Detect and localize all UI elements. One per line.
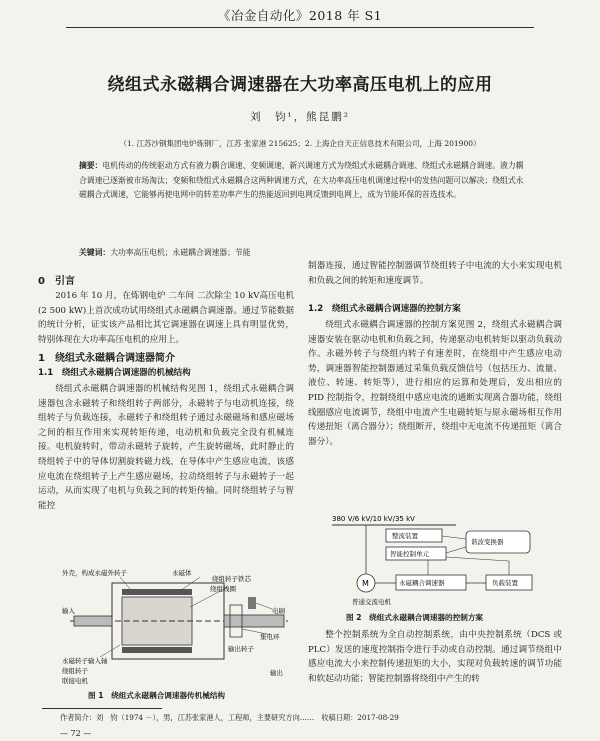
intro-text: 2016 年 10 月，在炼钢电炉 二车间 二次除尘 10 kV高压电机(2 500 kW)上首次成功试用绕组式永磁耦合调速器。通过节能数据的统计分析，证实该产品相比其它调速器在调速上具有明显优势，特别体现在大功率高压电机的应用上。 bbox=[38, 291, 294, 345]
author-bio-footnote: 作者简介：刘 钧（1974 －），男，江苏张家港人，工程师，主要研究方向…… 收稿日期：2017-08-29 bbox=[60, 713, 399, 722]
control-link-text: 制器连接，通过智能控制器调节绕组转子中电流的大小来实现电机和负载之间的转矩和速度调节。 bbox=[308, 261, 562, 286]
keywords-text: 大功率高压电机；永磁耦合调速器；节能 bbox=[110, 248, 251, 257]
control-text: 绕组式永磁耦合调速器的控制方案见图 2，绕组式永磁耦合调速器安装在驱动电机和负载之间，传递驱动电机转矩以驱动负载动作。永磁外转子与绕组内转子有速差时，在绕组中产生感应电动势，调速器智能控制器通过采集负载反馈信号（包括压力、流量、液位、转速、转矩等），进行相应的运算和处理后，发出相应的 PID 控制指令，控制绕组中感应电流的通断实现离合器功能，绕组线圈感应电流调节，绕组中电流产生电磁转矩与原永磁场相互作用传递扭矩（离合器分）；绕组断开，绕组中无电流不传递扭矩（离合器分）。 bbox=[308, 320, 562, 447]
keywords bbox=[79, 246, 530, 260]
abstract bbox=[79, 159, 530, 203]
fig2-label-voltage: 380 V/6 kV/10 kV/35 kV bbox=[332, 515, 415, 523]
output-shaft bbox=[224, 615, 284, 627]
fig1-label-brush: 电刷 bbox=[272, 607, 285, 615]
abstract-text: 电机传动的传统驱动方式有液力耦合调速、变频调速，新兴调速方式为绕组式永磁耦合调速、绕组式永磁耦合调速。液力耦合调速已逐渐被市场淘汰；变频和绕组式永磁耦合这两种调速方式，在大功率高压电机调速过程中的发热问题可以解决；绕组式永磁耦合式调速，它能够再使电网中的转差功率产生的热能返回到电网反馈到电网上，成为节能环保的首选技术。 bbox=[79, 161, 524, 199]
magnet-bottom bbox=[122, 647, 192, 653]
article-title: 绕组式永磁耦合调速器在大功率高压电机上的应用 bbox=[107, 75, 493, 95]
section-heading-intro: 0 引言 bbox=[38, 276, 75, 287]
system-paragraph bbox=[308, 628, 562, 686]
header-rule bbox=[66, 27, 534, 28]
system-text: 整个控制系统为全自动控制系统，由中央控制系统（DCS 或 PLC）发送的速度控制指令进行手动或自动控制。通过调节绕组中感应电流大小来控制传递扭矩的大小，实现对负载转速的调节功能和软起动功能；智能控制器将绕组中产生的转 bbox=[308, 630, 562, 684]
fig1-label-slip-ring: 集电环 bbox=[260, 633, 280, 641]
fig1-label-coil: 绕组线圈 bbox=[210, 585, 236, 593]
abstract-label: 摘要： bbox=[79, 161, 103, 170]
brush bbox=[248, 597, 256, 609]
fig2-box-harmonic-label: 谐波变换器 bbox=[471, 538, 504, 546]
figure-2-caption: 图 2 绕组式永磁耦合调速器的控制方案 bbox=[346, 613, 484, 622]
keywords-label: 关键词： bbox=[79, 248, 111, 257]
page-number: — 72 — bbox=[60, 729, 92, 738]
fig2-box-controller-label: 智能控制单元 bbox=[390, 550, 429, 558]
footnote-rule bbox=[42, 708, 162, 709]
fig2-label-motor: 普通交流电机 bbox=[352, 598, 391, 606]
running-header: 《冶金自动化》2018 年 S1 bbox=[217, 8, 383, 23]
fig2-box-load-label: 负载装置 bbox=[492, 579, 518, 587]
fig1-label-magnet: 永磁体 bbox=[172, 569, 192, 577]
affiliations: （1. 江苏沙钢集团电炉炼钢厂，江苏 张家港 215625；2. 上海企自天正信息技术有限公司，上海 201900） bbox=[119, 139, 481, 148]
fig2-box-coupler-label: 永磁耦合调速器 bbox=[399, 579, 445, 587]
fig1-label-output: 输出 bbox=[270, 669, 283, 677]
figure-1-diagram bbox=[60, 567, 296, 685]
structure-paragraph bbox=[38, 382, 294, 513]
figure-1-caption: 图 1 绕组式永磁耦合调速器传机械结构 bbox=[88, 691, 226, 700]
fig2-motor-m-icon: M bbox=[362, 579, 369, 588]
subsection-heading-control: 1.2 绕组式永磁耦合调速器的控制方案 bbox=[308, 304, 461, 314]
section-heading-overview: 1 绕组式永磁耦合调速器简介 bbox=[38, 353, 175, 364]
intro-paragraph bbox=[38, 289, 294, 347]
control-link-paragraph bbox=[308, 259, 562, 288]
fig2-box-rectifier-label: 整流装置 bbox=[392, 532, 418, 540]
fig1-label-input-shaft: 永磁转子输入轴 bbox=[62, 657, 108, 665]
fig1-label-housing: 外壳，构成永磁外转子 bbox=[62, 569, 127, 577]
author-line: 刘 钧¹，熊昆鹏² bbox=[250, 111, 350, 123]
control-paragraph bbox=[308, 318, 562, 449]
structure-text: 绕组式永磁耦合调速器的机械结构见图 1，绕组式永磁耦合调速器包含永磁转子和绕组转子两部分，永磁转子与电动机连接，绕组转子与负载连接，永磁转子和绕组转子通过永磁磁场和感应磁场之间的相互作用来实现转矩传递，电动机和负载完全没有机械连接。电机旋转时，带动永磁转子旋转，产生旋转磁场，此时静止的绕组转子中的导体切割旋转磁力线，在导体中产生感应电流，该感应电流在绕组转子上产生感应磁场，拉动绕组转子与永磁转子一起运动，从而实现了电机与负载之间的转矩传输。同时绕组转子与智能控 bbox=[38, 384, 294, 511]
fig1-label-motor-link: 联接电机 bbox=[62, 677, 88, 685]
input-shaft bbox=[74, 616, 112, 626]
fig1-label-input: 输入 bbox=[62, 607, 75, 615]
fig1-label-output-rotor: 输出转子 bbox=[228, 645, 254, 653]
subsection-heading-structure: 1.1 绕组式永磁耦合调速器的机械结构 bbox=[38, 368, 191, 378]
fig1-label-winding-rotor: 绕组转子 bbox=[62, 667, 88, 675]
figure-2-diagram bbox=[328, 513, 558, 609]
fig1-label-core: 绕组转子铁芯 bbox=[212, 575, 251, 583]
